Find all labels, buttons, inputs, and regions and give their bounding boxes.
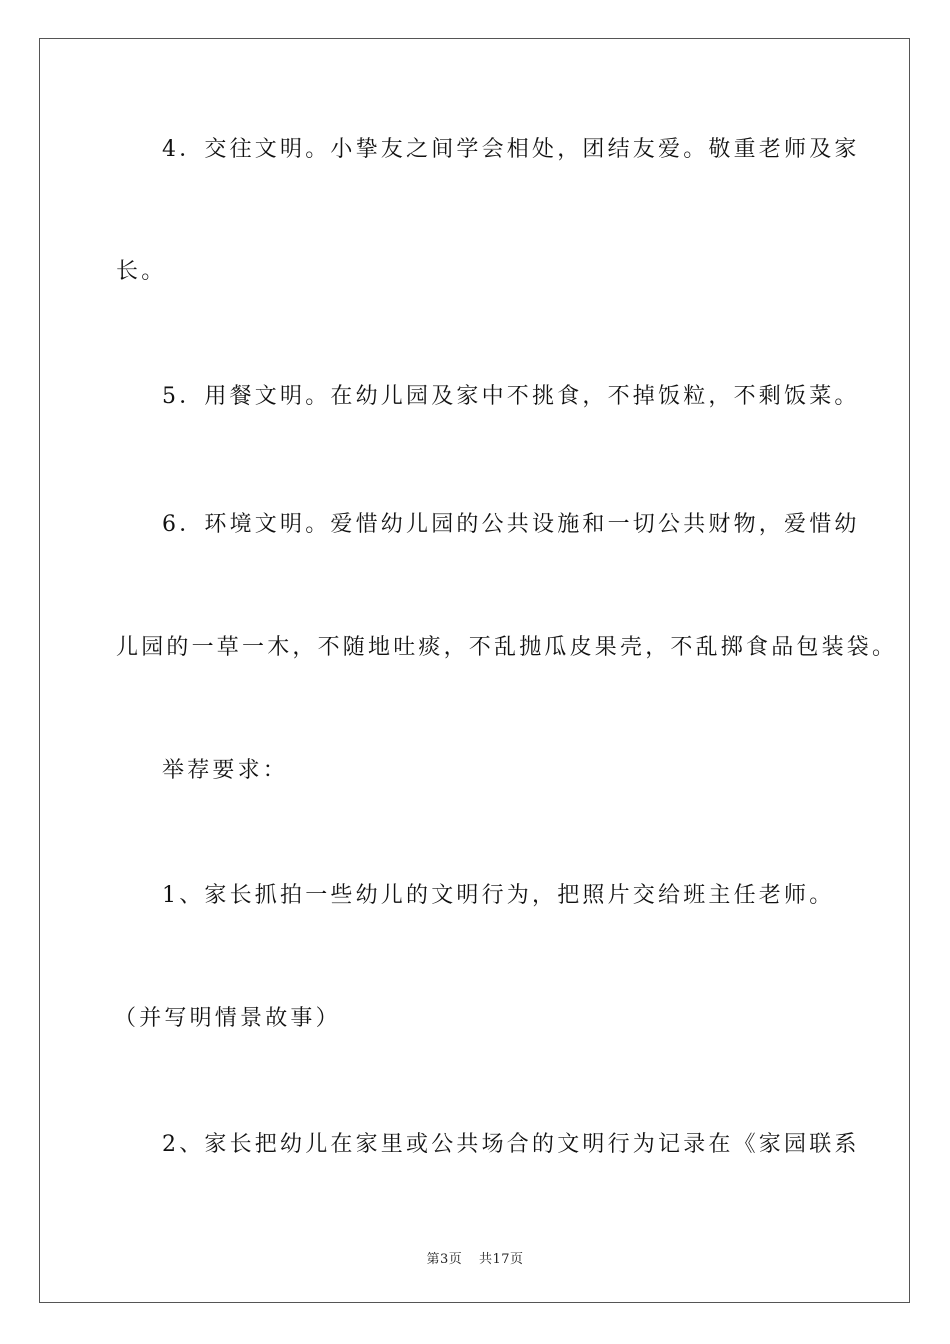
paragraph-line-7: 1、家长抓拍一些幼儿的文明行为，把照片交给班主任老师。 bbox=[162, 883, 835, 908]
page-total: 共17页 bbox=[478, 1252, 524, 1267]
page-number: 第3页 bbox=[426, 1252, 463, 1267]
paragraph-line-2: 长。 bbox=[116, 259, 167, 284]
paragraph-line-3: 5．用餐文明。在幼儿园及家中不挑食，不掉饭粒，不剩饭菜。 bbox=[162, 384, 860, 409]
paragraph-line-4: 6．环境文明。爱惜幼儿园的公共设施和一切公共财物，爱惜幼 bbox=[162, 512, 860, 537]
paragraph-line-1: 4．交往文明。小挚友之间学会相处，团结友爱。敬重老师及家 bbox=[162, 137, 860, 162]
page-frame bbox=[39, 38, 910, 1303]
paragraph-line-5: 儿园的一草一木，不随地吐痰，不乱抛瓜皮果壳，不乱掷食品包装袋。 bbox=[116, 635, 898, 660]
page-footer bbox=[0, 1248, 950, 1267]
paragraph-line-9: 2、家长把幼儿在家里或公共场合的文明行为记录在《家园联系 bbox=[162, 1132, 860, 1157]
paragraph-line-8: （并写明情景故事） bbox=[114, 1006, 341, 1031]
section-heading: 举荐要求： bbox=[162, 758, 289, 783]
